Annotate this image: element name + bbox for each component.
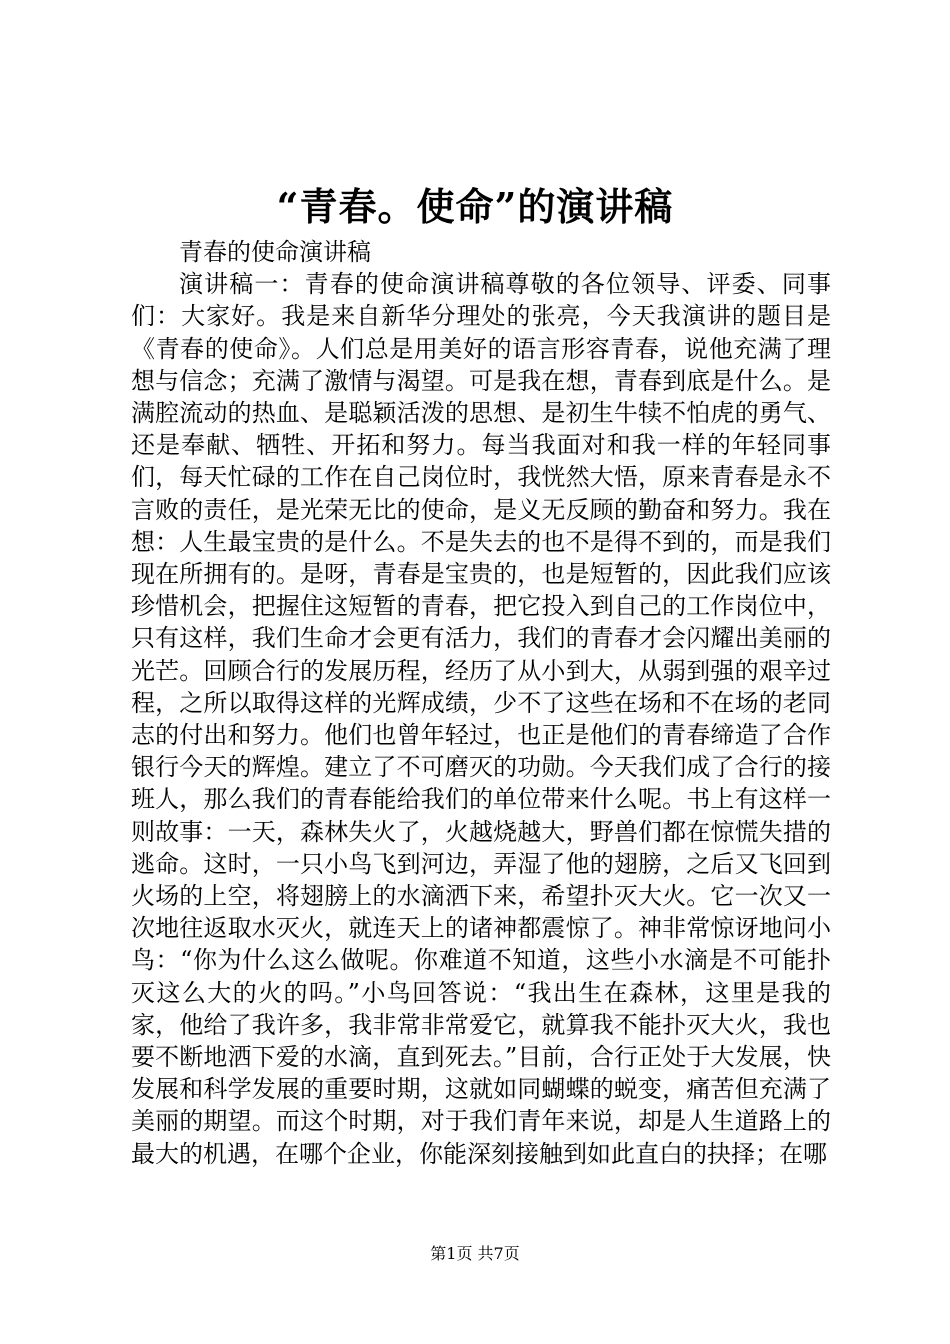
document-body: [131, 236, 831, 1170]
subtitle-paragraph: 青春的使命演讲稿: [179, 238, 371, 266]
page-number: 第1页 共7页: [430, 1244, 520, 1263]
body-paragraph: 演讲稿一：青春的使命演讲稿尊敬的各位领导、评委、同事们：大家好。我是来自新华分理处的张亮，今天我演讲的题目是《青春的使命》。人们总是用美好的语言形容青春，说他充满了理想与信念；充满了激情与渴望。可是我在想，青春到底是什么。是满腔流动的热血、是聪颖活泼的思想、是初生牛犊不怕虎的勇气、还是奉献、牺牲、开拓和努力。每当我面对和我一样的年轻同事们，每天忙碌的工作在自己岗位时，我恍然大悟，原来青春是永不言败的责任，是光荣无比的使命，是义无反顾的勤奋和努力。我在想：人生最宝贵的是什么。不是失去的也不是得不到的，而是我们现在所拥有的。是呀，青春是宝贵的，也是短暂的，因此我们应该珍惜机会，把握住这短暂的青春，把它投入到自己的工作岗位中，只有这样，我们生命才会更有活力，我们的青春才会闪耀出美丽的光芒。回顾合行的发展历程，经历了从小到大，从弱到强的艰辛过程，之所以取得这样的光辉成绩，少不了这些在场和不在场的老同志的付出和努力。他们也曾年轻过，也正是他们的青春缔造了合作银行今天的辉煌。建立了不可磨灭的功勋。今天我们成了合行的接班人，那么我们的青春能给我们的单位带来什么呢。书上有这样一则故事：一天，森林失火了，火越烧越大，野兽们都在惊慌失措的逃命。这时，一只小鸟飞到河边，弄湿了他的翅膀，之后又飞回到火场的上空，将翅膀上的水滴洒下来，希望扑灭大火。它一次又一次地往返取水灭火，就连天上的诸神都震惊了。神非常惊讶地问小鸟：“你为什么这么做呢。你难道不知道，这些小水滴是不可能扑灭这么大的火的吗。”小鸟回答说：“我出生在森林，这里是我的家，他给了我许多，我非常非常爱它，就算我不能扑灭大火，我也要不断地洒下爱的水滴，直到死去。”目前，合行正处于大发展，快发展和科学发展的重要时期，这就如同蝴蝶的蜕变，痛苦但充满了美丽的期望。而这个时期，对于我们青年来说，却是人生道路上的最大的机遇，在哪个企业，你能深刻接触到如此直白的抉择；在哪: [131, 270, 831, 1168]
document-title: “青春。使命”的演讲稿: [276, 184, 674, 229]
